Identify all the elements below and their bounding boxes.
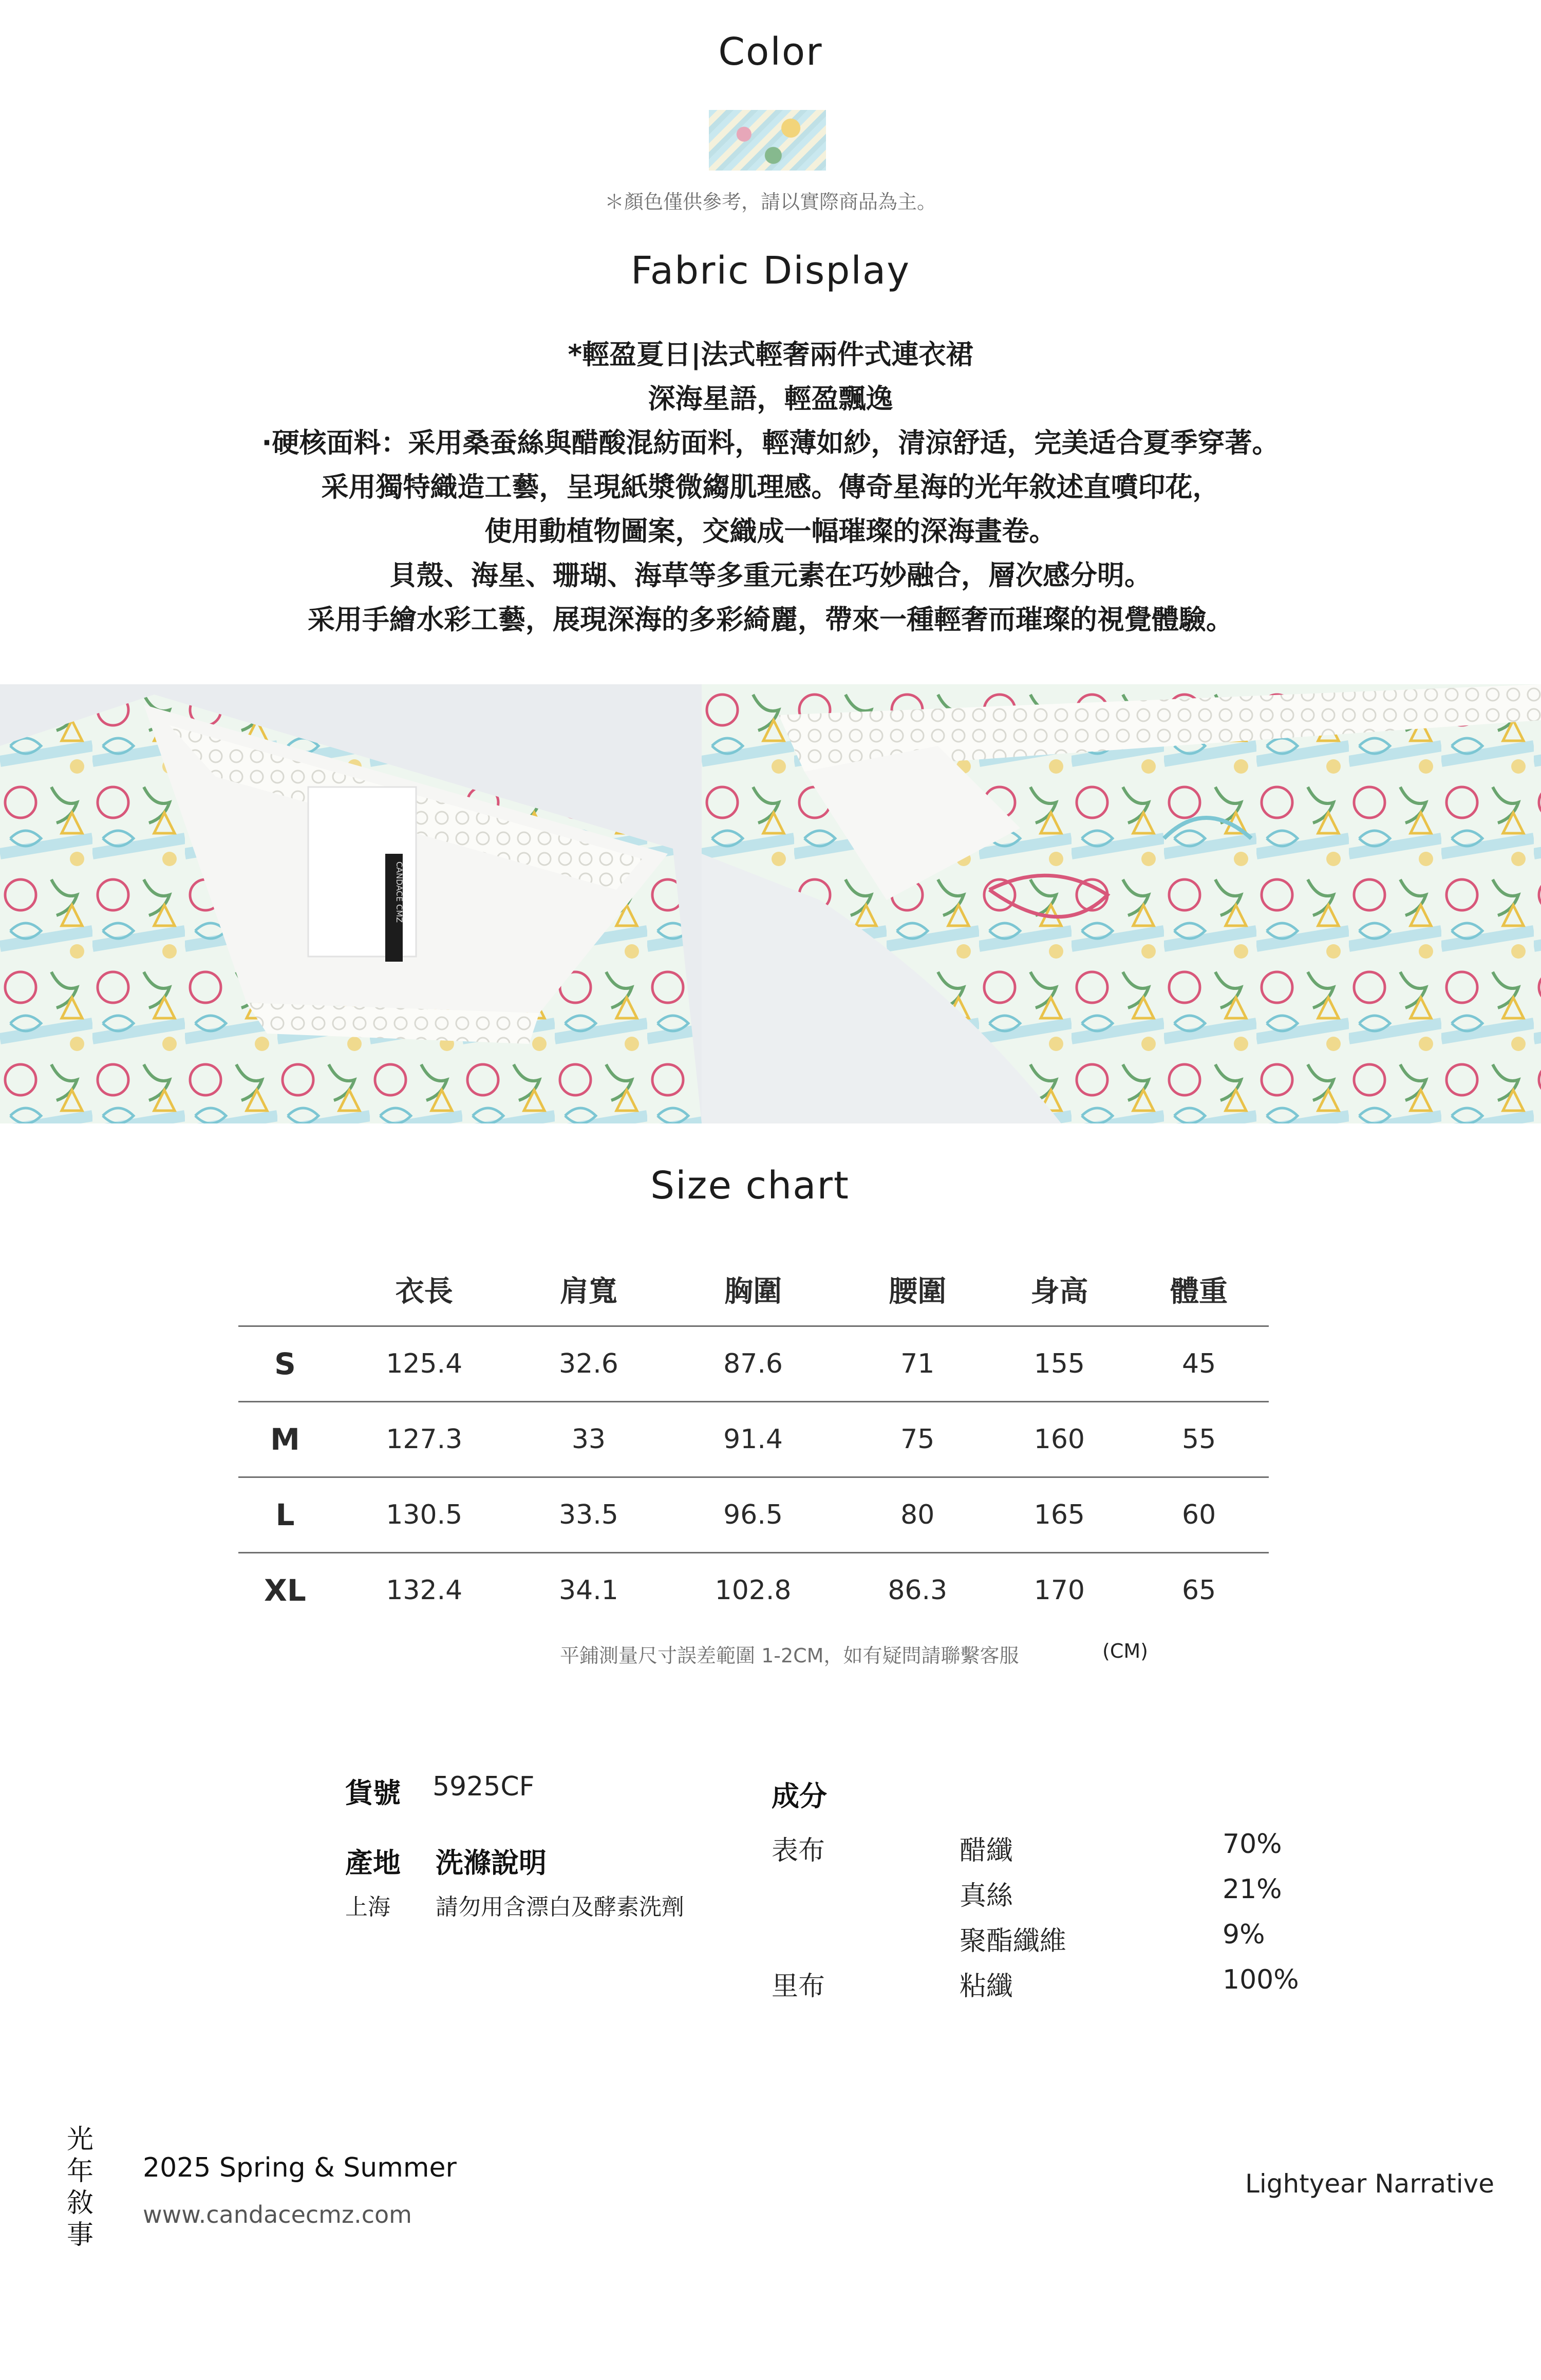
size-label: L	[238, 1477, 332, 1553]
table-row	[238, 1402, 1269, 1477]
composition-part: 里布	[772, 1971, 825, 2002]
size-cell: 96.5	[661, 1477, 845, 1553]
table-row	[238, 1326, 1269, 1402]
composition-percent: 70%	[1223, 1829, 1282, 1860]
composition-part: 表布	[772, 1835, 825, 1866]
size-cell: 130.5	[332, 1477, 517, 1553]
size-cell: 34.1	[517, 1553, 661, 1628]
composition-label: 成分	[772, 1780, 827, 1812]
care-label: 洗滌說明	[436, 1847, 547, 1879]
origin-value: 上海	[345, 1894, 390, 1920]
garment-label-text: CANDACE CMZ	[394, 861, 404, 923]
size-cell: 60	[1129, 1477, 1269, 1553]
collection-name: Lightyear Narrative	[1245, 2169, 1494, 2199]
vertical-brand	[65, 2124, 96, 2251]
column-header: 腰圍	[889, 1275, 947, 1308]
fabric-line: *輕盈夏日|法式輕奢兩件式連衣裙	[568, 339, 973, 370]
size-label: S	[238, 1326, 332, 1402]
fabric-photo-left	[0, 684, 702, 1123]
origin-label: 產地	[345, 1847, 401, 1879]
corner-cell	[238, 1253, 332, 1326]
size-table-header	[238, 1253, 1269, 1326]
size-cell: 91.4	[661, 1402, 845, 1477]
vertical-brand-char: 年	[66, 2156, 93, 2187]
composition-material: 粘纖	[960, 1971, 1013, 2002]
fabric-description	[0, 333, 1541, 642]
vertical-brand-char: 敘	[66, 2188, 93, 2219]
fabric-photo-right	[702, 684, 1541, 1123]
size-cell: 55	[1129, 1402, 1269, 1477]
composition-material: 醋纖	[960, 1835, 1013, 1866]
size-cell: 155	[990, 1326, 1130, 1402]
table-row	[238, 1553, 1269, 1628]
fabric-line: 使用動植物圖案，交織成一幅璀璨的深海畫卷。	[484, 516, 1057, 547]
size-cell: 87.6	[661, 1326, 845, 1402]
column-header: 胸圍	[724, 1275, 782, 1308]
size-cell: 71	[845, 1326, 990, 1402]
column-header: 身高	[1030, 1275, 1088, 1308]
fabric-line: 采用獨特織造工藝，呈現紙漿微縐肌理感。傳奇星海的光年敘述直噴印花，	[321, 472, 1220, 503]
size-chart-title: Size chart	[650, 1164, 850, 1208]
size-cell: 45	[1129, 1326, 1269, 1402]
column-header: 肩寬	[559, 1275, 617, 1308]
fabric-line: ·硬核面料：采用桑蚕絲與醋酸混紡面料，輕薄如紗，清涼舒适，完美适合夏季穿著。	[261, 427, 1280, 459]
composition-percent: 21%	[1223, 1874, 1282, 1905]
size-cell: 65	[1129, 1553, 1269, 1628]
season-text: 2025 Spring & Summer	[143, 2152, 457, 2183]
size-cell: 170	[990, 1553, 1130, 1628]
measurement-note: 平鋪測量尺寸誤差範圍 1-2CM，如有疑問請聯繫客服	[560, 1644, 1019, 1667]
size-cell: 165	[990, 1477, 1130, 1553]
composition-percent: 9%	[1223, 1919, 1265, 1950]
fabric-line: 貝殼、海星、珊瑚、海草等多重元素在巧妙融合，層次感分明。	[389, 560, 1152, 591]
fabric-line: 深海星語，輕盈飄逸	[648, 383, 893, 415]
size-label: XL	[238, 1553, 332, 1628]
vertical-brand-char: 事	[66, 2220, 93, 2251]
size-label: M	[238, 1402, 332, 1477]
composition-percent: 100%	[1223, 1964, 1299, 1995]
size-cell: 86.3	[845, 1553, 990, 1628]
size-cell: 132.4	[332, 1553, 517, 1628]
unit-label: (CM)	[1102, 1640, 1148, 1662]
size-cell: 33.5	[517, 1477, 661, 1553]
size-cell: 75	[845, 1402, 990, 1477]
color-swatch[interactable]	[709, 110, 826, 171]
size-table	[238, 1253, 1269, 1627]
size-cell: 33	[517, 1402, 661, 1477]
fabric-line: 采用手繪水彩工藝，展現深海的多彩綺麗，帶來一種輕奢而璀璨的視覺體驗。	[308, 604, 1233, 635]
size-cell: 32.6	[517, 1326, 661, 1402]
composition-material: 真絲	[960, 1881, 1013, 1912]
item-no-value: 5925CF	[433, 1771, 535, 1802]
composition-material: 聚酯纖維	[960, 1926, 1067, 1957]
table-row	[238, 1477, 1269, 1553]
color-title: Color	[718, 30, 823, 74]
size-cell: 127.3	[332, 1402, 517, 1477]
item-no-label: 貨號	[345, 1777, 401, 1809]
size-cell: 160	[990, 1402, 1130, 1477]
column-header: 體重	[1170, 1275, 1228, 1308]
color-note: ＊顏色僅供參考，請以實際商品為主。	[604, 191, 936, 213]
size-cell: 102.8	[661, 1553, 845, 1628]
column-header: 衣長	[395, 1275, 453, 1308]
size-cell: 80	[845, 1477, 990, 1553]
size-cell: 125.4	[332, 1326, 517, 1402]
vertical-brand-char: 光	[66, 2124, 93, 2155]
fabric-title: Fabric Display	[630, 249, 911, 293]
website-link[interactable]: www.candacecmz.com	[143, 2201, 412, 2228]
care-value: 請勿用含漂白及酵素洗劑	[436, 1894, 684, 1920]
